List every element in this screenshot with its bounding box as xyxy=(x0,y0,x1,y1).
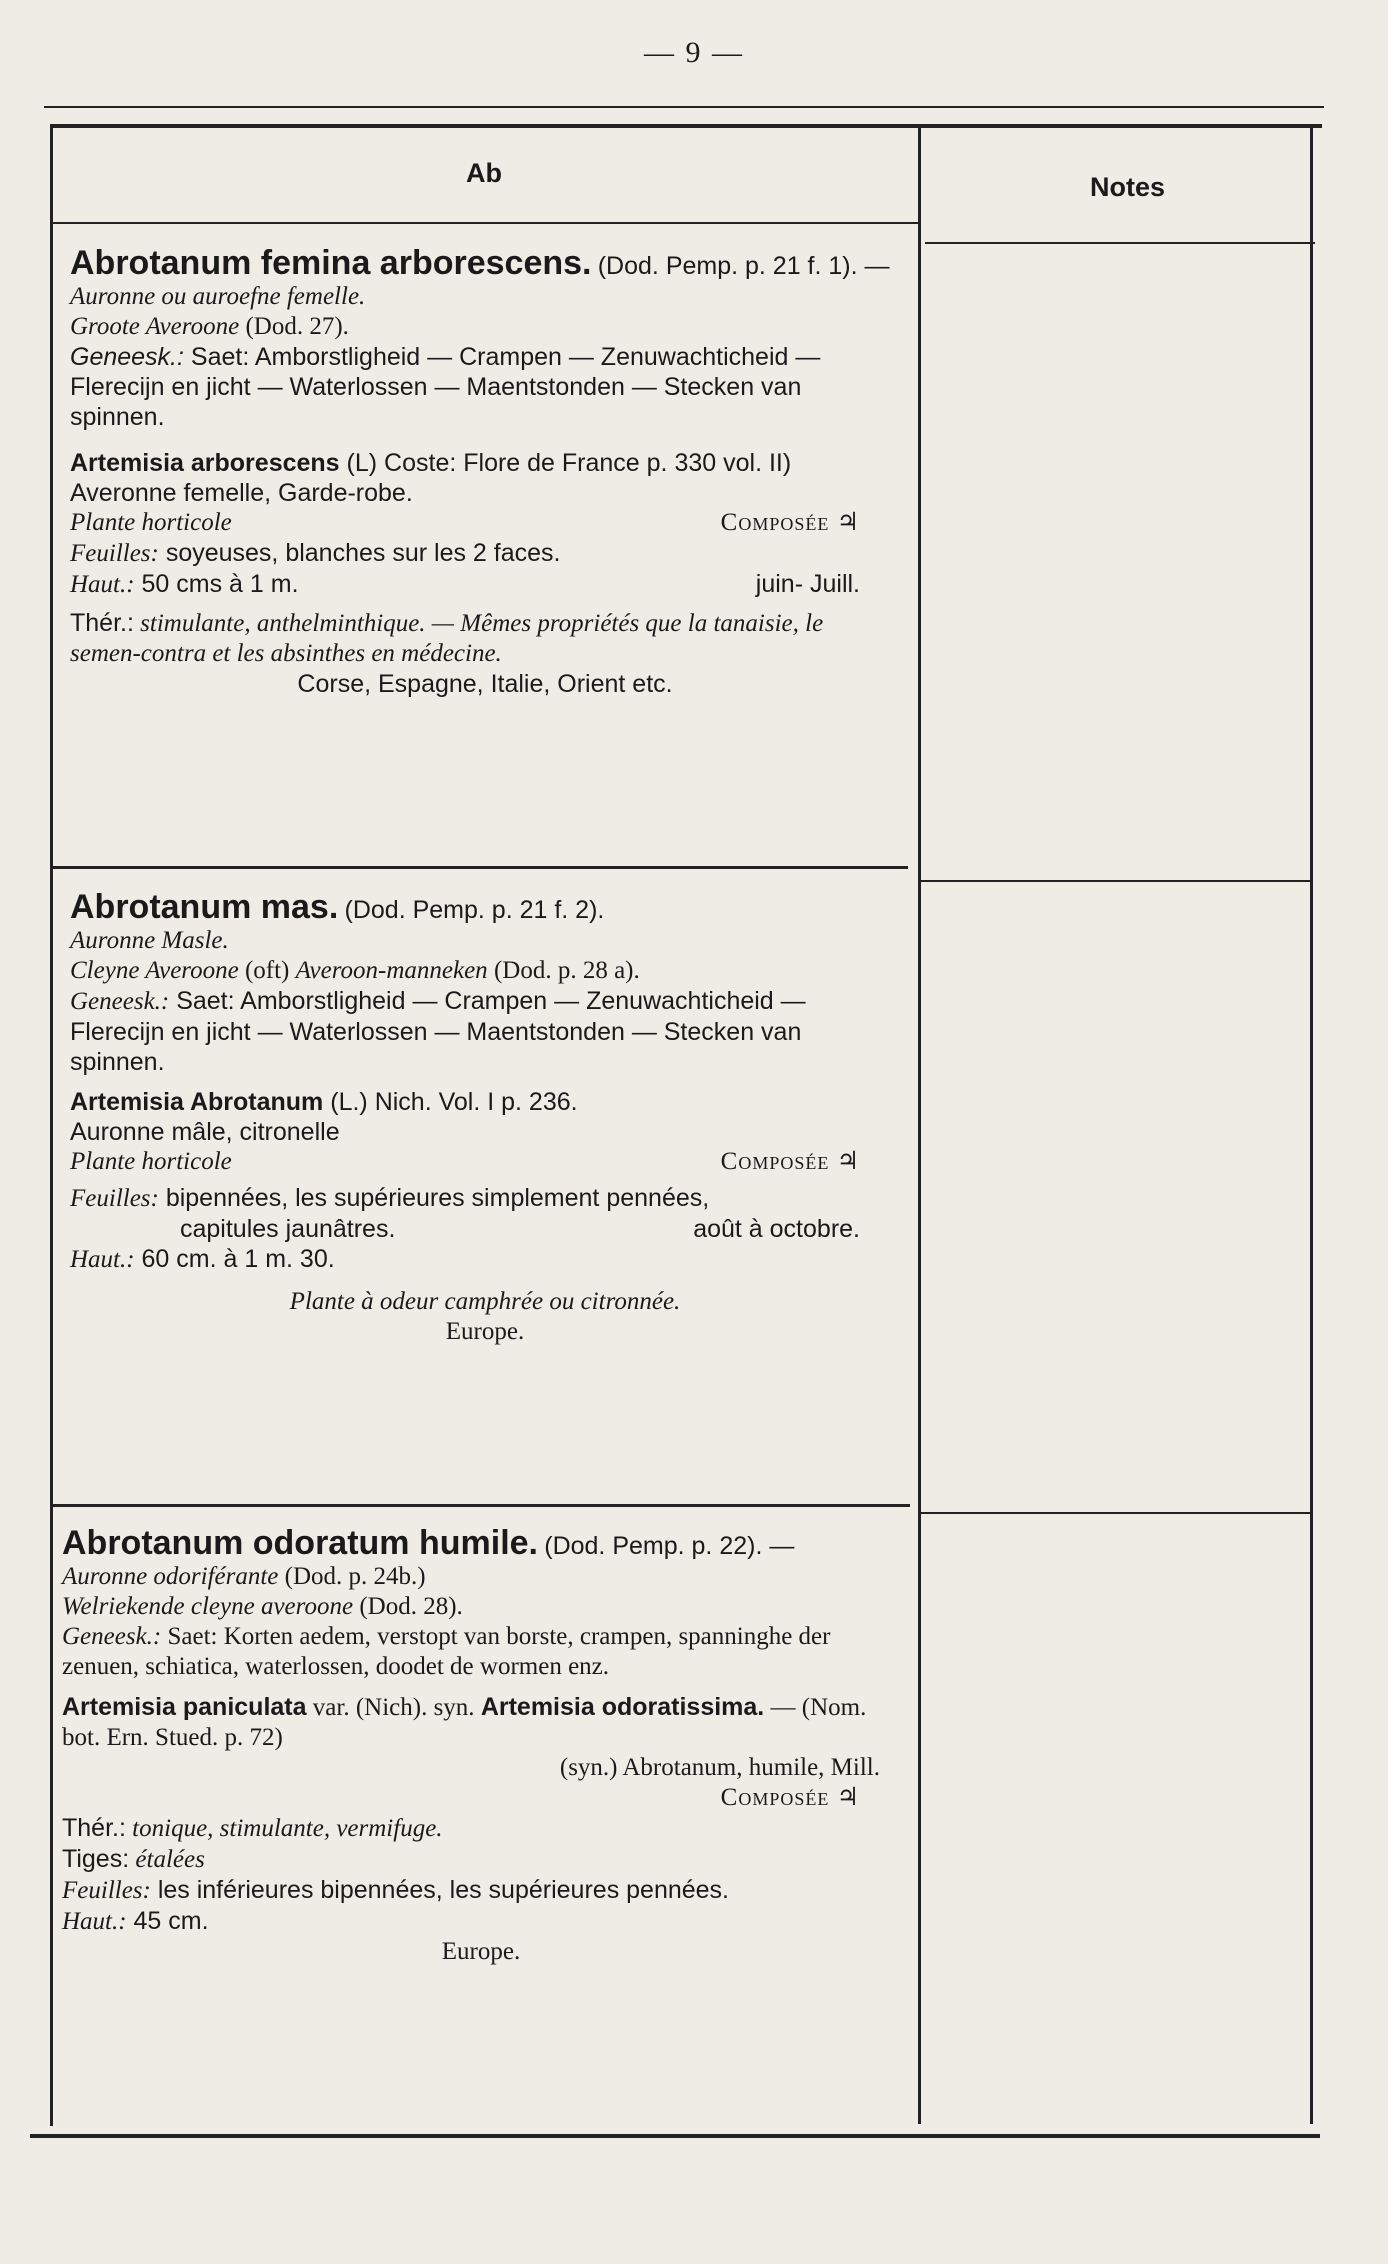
family: Composée ♃ xyxy=(720,1148,860,1175)
stems-text: étalées xyxy=(135,1846,205,1873)
synonym-reference: — (Nom. bot. Ern. Stued. p. 72) xyxy=(62,1694,867,1751)
geneesk-paragraph xyxy=(62,1622,900,1682)
dutch-reference: (Dod. 28). xyxy=(359,1593,463,1620)
leaves-line xyxy=(70,538,900,569)
headword-reference: (Dod. Pemp. p. 21 f. 2). xyxy=(344,896,605,924)
synonym-reference: (L) Coste: Flore de France p. 330 vol. II) xyxy=(346,449,792,477)
dutch-name: Groote Averoone xyxy=(70,313,240,340)
headword: Abrotanum odoratum humile. xyxy=(62,1524,538,1562)
leaves-text-2: capitules jaunâtres. xyxy=(180,1215,396,1243)
common-names: Averonne femelle, Garde-robe. xyxy=(70,479,413,507)
height-label: Haut.: xyxy=(70,1246,135,1273)
ther-label: Thér.: xyxy=(70,609,134,637)
family: Composée ♃ xyxy=(720,1784,860,1811)
entry-heading xyxy=(70,888,900,926)
french-name: Auronne Masle. xyxy=(70,927,229,954)
synonym-name: Artemisia arborescens xyxy=(70,449,340,477)
height-value: 50 cms à 1 m. xyxy=(141,570,299,598)
leaves-label: Feuilles: xyxy=(70,540,159,567)
entry-divider-2-left xyxy=(50,1504,910,1507)
french-name: Auronne ou auroefne femelle. xyxy=(70,283,366,310)
leaves-line xyxy=(70,1183,900,1214)
header-rule-right xyxy=(925,242,1315,244)
entry-abrotanum-mas xyxy=(70,888,900,1347)
distribution: Corse, Espagne, Italie, Orient etc. xyxy=(297,670,673,698)
height-line xyxy=(70,1244,900,1275)
dutch-name-line xyxy=(70,312,900,342)
category: Plante horticole xyxy=(70,509,232,536)
stems-line xyxy=(62,1844,900,1875)
ther-text: tonique, stimulante, vermifuge. xyxy=(132,1815,443,1842)
entry-abrotanum-odoratum xyxy=(62,1524,900,1967)
distribution: Europe. xyxy=(441,1938,521,1965)
entry-heading xyxy=(62,1524,900,1562)
odour-note: Plante à odeur camphrée ou citronnée. xyxy=(289,1288,681,1315)
height-value: 60 cm. à 1 m. 30. xyxy=(141,1245,335,1273)
geneesk-label: Geneesk.: xyxy=(70,343,184,371)
synonym-name: Artemisia Abrotanum xyxy=(70,1088,324,1116)
leaves-label: Feuilles: xyxy=(70,1185,159,1212)
headword-reference: (Dod. Pemp. p. 21 f. 1). — xyxy=(597,252,890,280)
dutch-name-line xyxy=(70,956,900,986)
height-line xyxy=(70,569,900,600)
top-rule-thin xyxy=(44,106,1324,108)
leaves-text: les inférieures bipennées, les supérieures pennées. xyxy=(157,1876,730,1904)
bottom-rule xyxy=(30,2134,1320,2138)
column-divider xyxy=(918,124,921,2124)
synonym-reference: (L.) Nich. Vol. I p. 236. xyxy=(330,1088,578,1116)
entry-divider-2-right xyxy=(918,1512,1313,1514)
dutch-reference: (Dod. p. 28 a). xyxy=(493,957,640,984)
leaves-line xyxy=(62,1875,900,1906)
geneesk-label: Geneesk.: xyxy=(62,1623,162,1650)
geneesk-text: Saet: Amborstligheid — Crampen — Zenuwachticheid — Flerecijn en jicht — Waterlossen — Maentstonden — Stecken van spinnen. xyxy=(70,987,806,1076)
family: Composée ♃ xyxy=(720,509,860,536)
dutch-name: Welriekende cleyne averoone xyxy=(62,1593,354,1620)
distribution: Europe. xyxy=(445,1318,525,1345)
height-value: 45 cm. xyxy=(133,1907,209,1935)
headword: Abrotanum mas. xyxy=(70,888,339,926)
synonym-name: Artemisia paniculata xyxy=(62,1693,307,1721)
entry-divider-1-right xyxy=(918,880,1313,882)
therapeutic-paragraph xyxy=(70,608,900,669)
height-label: Haut.: xyxy=(62,1908,127,1935)
therapeutic-line xyxy=(62,1813,900,1844)
leaves-text: soyeuses, blanches sur les 2 faces. xyxy=(165,539,561,567)
synonym-line xyxy=(70,1087,900,1117)
geneesk-text: Saet: Amborstligheid — Crampen — Zenuwachticheid — Flerecijn en jicht — Waterlossen — Maentstonden — Stecken van spinnen. xyxy=(70,343,821,431)
flowering: août à octobre. xyxy=(693,1215,860,1243)
french-name-line xyxy=(62,1562,900,1592)
synonym-name-2: Artemisia odoratissima. xyxy=(480,1693,765,1721)
leaves-label: Feuilles: xyxy=(62,1877,151,1904)
synonym-extra: (syn.) Abrotanum, humile, Mill. xyxy=(559,1754,880,1781)
leaves-line-2 xyxy=(70,1214,900,1244)
synonym-line xyxy=(70,448,900,478)
geneesk-paragraph xyxy=(70,986,900,1077)
headword-reference: (Dod. Pemp. p. 22). — xyxy=(544,1532,795,1560)
ther-text: stimulante, anthelminthique. — Mêmes propriétés que la tanaisie, le semen-contra et les absinthes en médecine. xyxy=(70,610,824,667)
common-names: Auronne mâle, citronelle xyxy=(70,1118,340,1146)
column-header-notes: Notes xyxy=(1090,172,1166,202)
dutch-reference: (Dod. 27). xyxy=(245,313,349,340)
synonym-paragraph xyxy=(62,1692,900,1753)
height-label: Haut.: xyxy=(70,571,135,598)
leaves-text: bipennées, les supérieures simplement pennées, xyxy=(165,1184,710,1212)
category: Plante horticole xyxy=(70,1148,232,1175)
left-border xyxy=(50,124,53,2126)
ther-label: Thér.: xyxy=(62,1814,126,1842)
french-name: Auronne odoriférante xyxy=(62,1563,279,1590)
dutch-name-line xyxy=(62,1592,900,1622)
dutch-mid: (oft) xyxy=(244,957,290,984)
right-border xyxy=(1310,124,1313,2124)
top-rule xyxy=(50,124,1322,128)
entry-abrotanum-femina xyxy=(70,244,900,699)
column-header-ab: Ab xyxy=(466,158,502,188)
french-reference: (Dod. p. 24b.) xyxy=(284,1563,426,1590)
dutch-name-2: Averoon-manneken xyxy=(295,957,488,984)
dutch-name: Cleyne Averoone xyxy=(70,957,239,984)
page-number: — 9 — xyxy=(644,36,744,69)
flowering: juin- Juill. xyxy=(755,570,860,598)
height-line xyxy=(62,1906,900,1937)
entry-divider-1-left xyxy=(50,866,908,869)
header-rule-left xyxy=(50,222,918,224)
geneesk-text: Saet: Korten aedem, verstopt van borste, crampen, spanninghe der zenuen, schiatica, waterlossen, doodet de wormen enz. xyxy=(62,1623,831,1680)
stems-label: Tiges: xyxy=(62,1845,130,1873)
geneesk-label: Geneesk.: xyxy=(70,988,170,1015)
synonym-mid: var. (Nich). syn. xyxy=(312,1694,475,1721)
entry-heading xyxy=(70,244,900,312)
category-line xyxy=(70,508,900,538)
category-line xyxy=(70,1147,900,1177)
geneesk-paragraph xyxy=(70,342,900,432)
headword: Abrotanum femina arborescens. xyxy=(70,244,592,282)
